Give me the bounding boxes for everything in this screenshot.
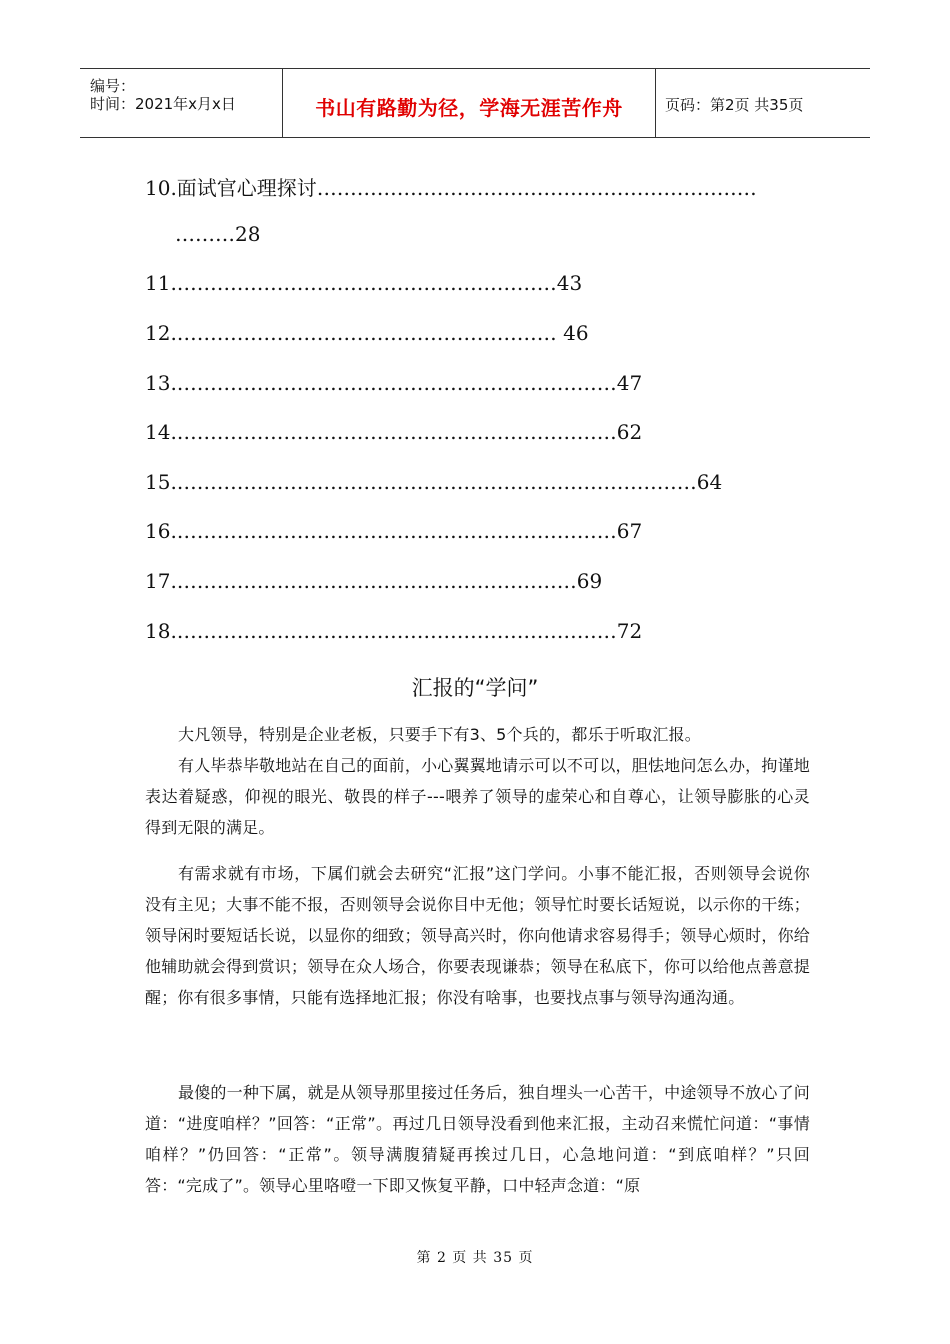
paragraph-4: 最傻的一种下属，就是从领导那里接过任务后，独自埋头一心苦干，中途领导不放心了问道：“进度咱样？”回答：“正常”。再过几日领导没看到他来汇报，主动召来慌忙问道：“事情咱样？”仍回答：“正常”。领导满腹猜疑再挨过几日，心急地问道：“到底咱样？”只回答：“完成了”。领导心里咯噔一下即又恢复平静，口中轻声念道：“原	[145, 1083, 810, 1195]
toc-entry-10-line1: 10.面试官心理探讨…………………………………………………………	[145, 176, 757, 200]
page-info: 页码：第2页 共35页	[665, 96, 804, 114]
number-label: 编号：	[90, 77, 136, 95]
toc-entry-13: 13.…………………………………………………………47	[145, 371, 643, 395]
time-label: 时间：2021年x月x日	[90, 95, 236, 113]
toc-entry-10-line2: ………28	[175, 222, 261, 246]
toc-entry-11: 11.…………………………………………………43	[145, 271, 583, 295]
toc-entry-10-continued	[175, 222, 260, 246]
header-right-cell	[655, 69, 870, 137]
page-footer: 第 2 页 共 35 页	[416, 1250, 534, 1266]
toc-entry-16: 16.…………………………………………………………67	[145, 519, 643, 543]
toc-entry-17: 17.……………………………………………………69	[145, 569, 603, 593]
article-title: 汇报的“学问”	[411, 676, 539, 700]
paragraph-2: 有人毕恭毕敬地站在自己的面前，小心翼翼地请示可以不可以，胆怯地问怎么办，拘谨地表达着疑惑，仰视的眼光、敬畏的样子---喂养了领导的虚荣心和自尊心，让领导膨胀的心灵得到无限的满足。	[145, 756, 810, 837]
paragraph-3: 有需求就有市场，下属们就会去研究“汇报”这门学问。小事不能汇报，否则领导会说你没有主见；大事不能不报，否则领导会说你目中无他；领导忙时要长话短说，以示你的干练；领导闲时要短话长说，以显你的细致；领导高兴时，你向他请求容易得手；领导心烦时，你给他辅助就会得到赏识；领导在众人场合，你要表现谦恭；领导在私底下，你可以给他点善意提醒；你有很多事情，只能有选择地汇报；你没有啥事，也要找点事与领导沟通沟通。	[145, 864, 810, 1007]
toc-entry-12: 12.………………………………………………… 46	[145, 321, 589, 345]
motto: 书山有路勤为径，学海无涯苦作舟	[315, 96, 623, 120]
toc-entry-15: 15.……………………………………………………………………64	[145, 470, 723, 494]
header-middle-cell	[282, 69, 656, 137]
toc-entry-18: 18.…………………………………………………………72	[145, 619, 643, 643]
paragraph-1: 大凡领导，特别是企业老板，只要手下有3、5个兵的，都乐于听取汇报。	[178, 725, 701, 744]
header-table	[80, 68, 870, 138]
toc-entry-10	[145, 172, 757, 201]
toc-entry-14: 14.…………………………………………………………62	[145, 420, 643, 444]
header-left-cell	[80, 69, 282, 137]
